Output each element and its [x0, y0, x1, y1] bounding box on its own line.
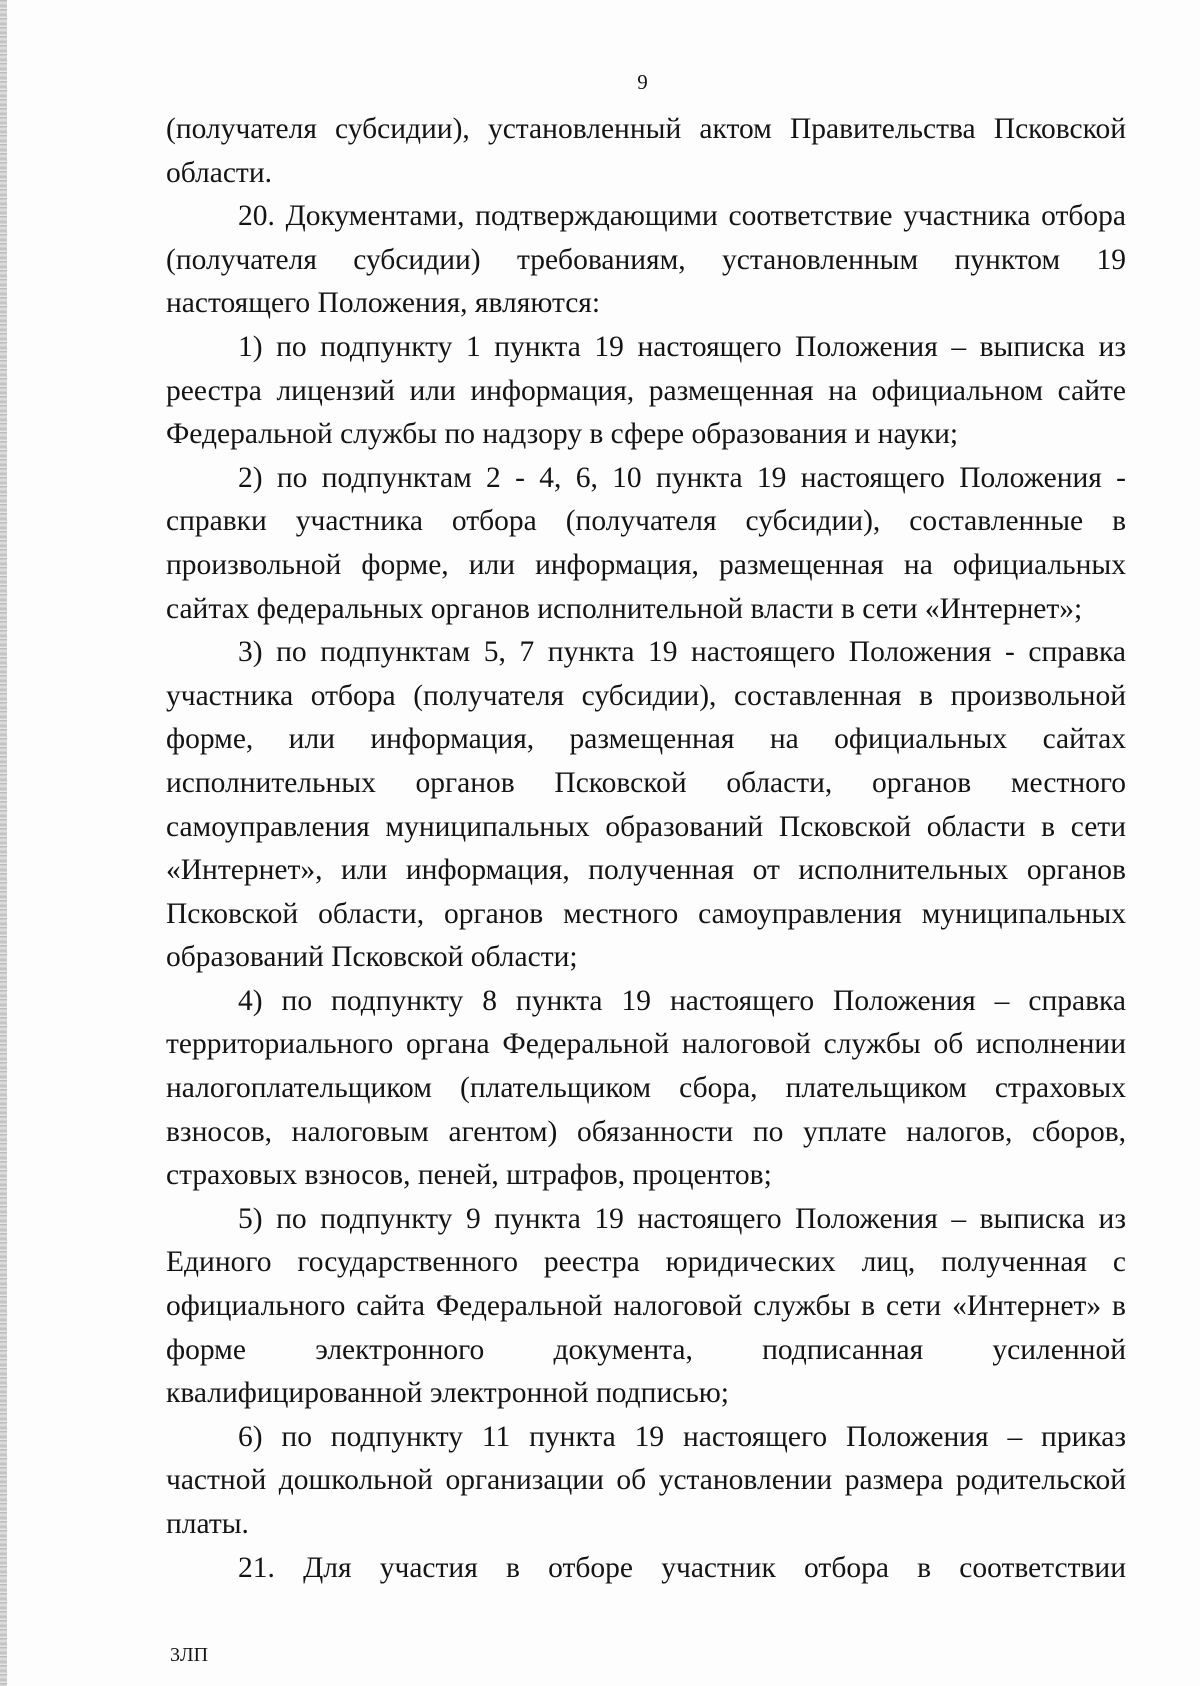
paragraph-21: 21. Для участия в отборе участник отбора в соответствии: [238, 1551, 1126, 1584]
list-item-3: 3) по подпунктам 5, 7 пункта 19 настоящего Положения - справка участника отбора (получателя субсидии), составленная в произвольной форме, или информация, размещенная на официальных сайтах исполнительных органов Псковской области, органов местного самоуправления муниципальных образований Псковской области в сети «Интернет», или информация, полученная от исполнительных органов Псковской области, органов местного самоуправления муниципальных образований Псковской области;: [166, 636, 1126, 974]
scan-edge: [0, 0, 7, 1686]
document-code: 3ЛП: [170, 1644, 209, 1666]
list-item-2: 2) по подпунктам 2 - 4, 6, 10 пункта 19 настоящего Положения - справки участника отбора (получателя субсидии), составленные в произвольной форме, или информация, размещенная на официальных сайтах федеральных органов исполнительной власти в сети «Интернет»;: [166, 461, 1126, 625]
list-item-5: 5) по подпункту 9 пункта 19 настоящего Положения – выписка из Единого государственного реестра юридических лиц, полученная с официального сайта Федеральной налоговой службы в сети «Интернет» в форме электронного документа, подписанная усиленной квалифицированной электронной подписью;: [166, 1202, 1126, 1410]
paragraph-continuation: (получателя субсидии), установленный актом Правительства Псковской области.: [166, 113, 1126, 189]
page-number: 9: [637, 70, 648, 94]
paragraph-20: 20. Документами, подтверждающими соответствие участника отбора (получателя субсидии) требованиям, установленным пунктом 19 настоящего Положения, являются:: [166, 200, 1126, 320]
list-item-6: 6) по подпункту 11 пункта 19 настоящего Положения – приказ частной дошкольной организации об установлении размера родительской платы.: [166, 1420, 1126, 1540]
document-body: [166, 108, 1126, 1590]
list-item-4: 4) по подпункту 8 пункта 19 настоящего Положения – справка территориального органа Федеральной налоговой службы об исполнении налогоплательщиком (плательщиком сбора, плательщиком страховых взносов, налоговым агентом) обязанности по уплате налогов, сборов, страховых взносов, пеней, штрафов, процентов;: [166, 984, 1126, 1192]
list-item-1: 1) по подпункту 1 пункта 19 настоящего Положения – выписка из реестра лицензий или информация, размещенная на официальном сайте Федеральной службы по надзору в сфере образования и науки;: [166, 330, 1126, 451]
